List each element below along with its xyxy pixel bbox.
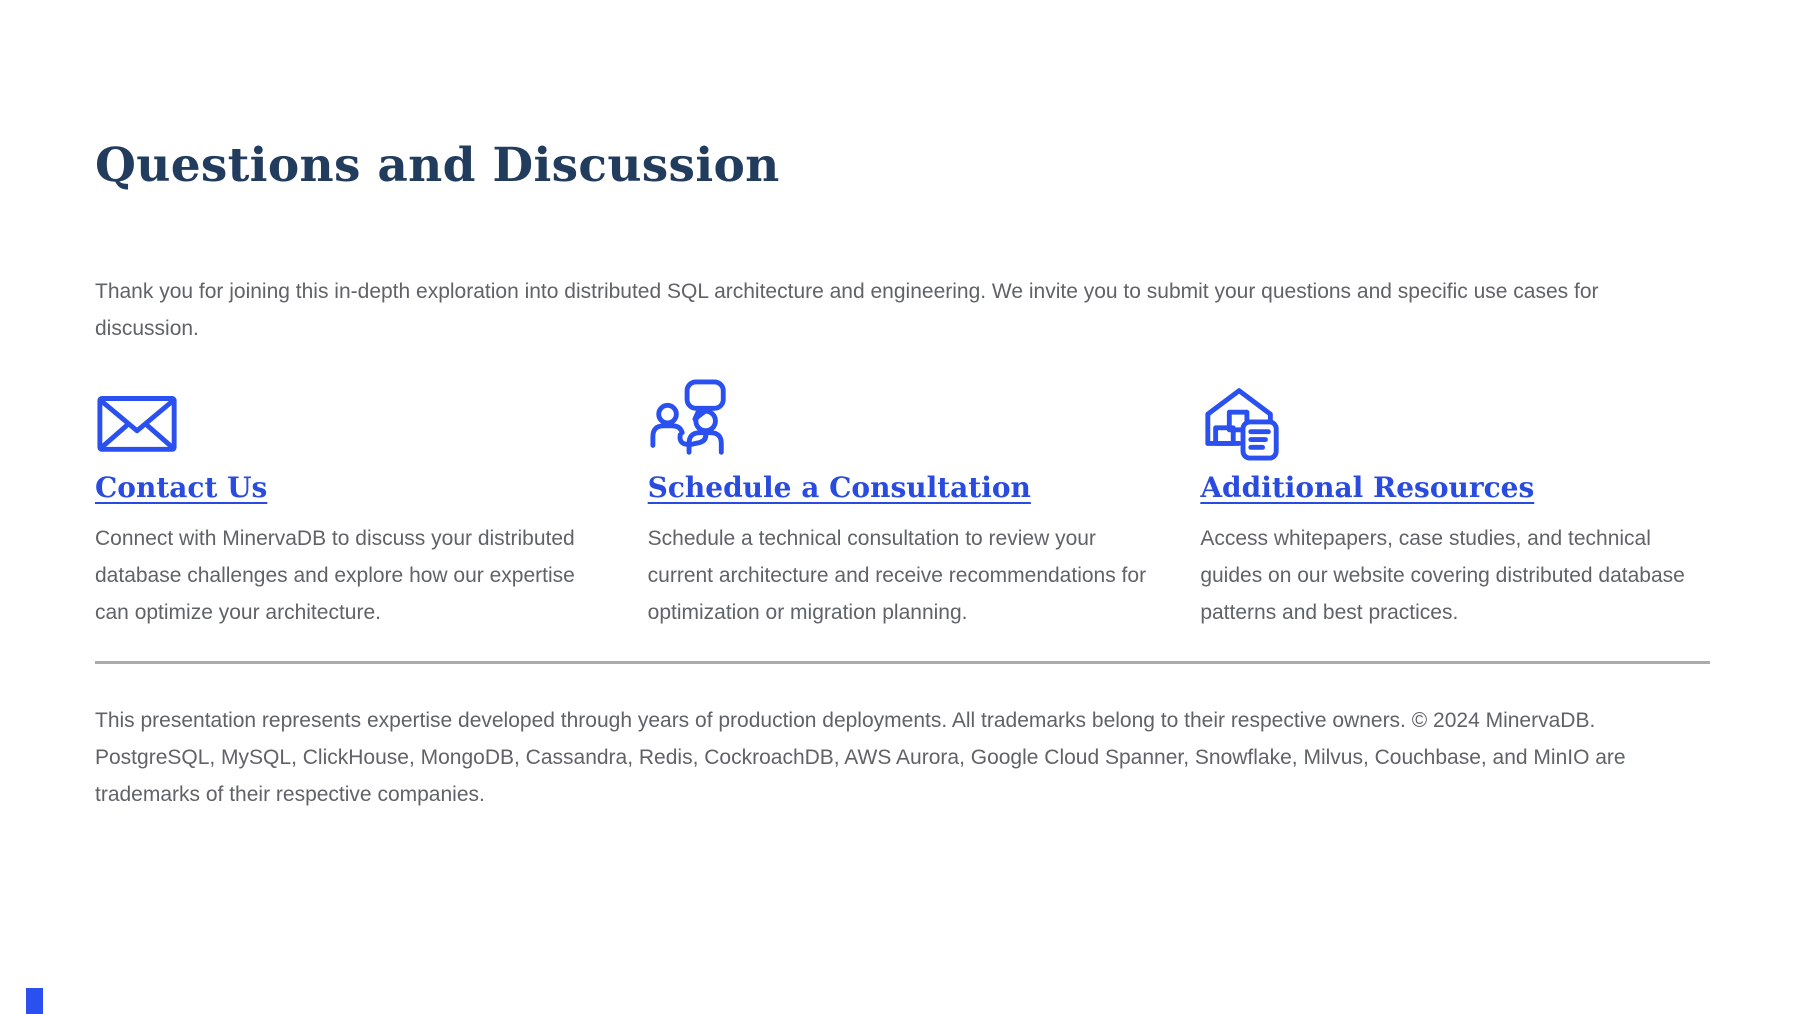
footer-trademark-text: This presentation represents expertise developed through years of production deployments. All trademarks belong to their respective owners. © 2024 MinervaDB. PostgreSQL, MySQL, ClickHouse, MongoDB, Cassandra, Redis, CockroachDB, AWS Aurora, Google Cloud Spanner, Snowflake, Milvus, Couchbase, and MinIO are trademarks of their respective companies.: [95, 709, 1626, 806]
column-schedule-consultation: [648, 371, 1153, 631]
contact-us-description: Connect with MinervaDB to discuss your distributed database challenges and explore how our expertise can optimize your architecture.: [95, 527, 575, 624]
info-columns: [95, 371, 1705, 631]
corner-accent-bar: [26, 988, 43, 1014]
intro-text: Thank you for joining this in-depth exploration into distributed SQL architecture and engineering. We invite you to submit your questions and specific use cases for discussion.: [95, 280, 1599, 340]
contact-us-link[interactable]: Contact Us: [95, 471, 268, 504]
envelope-icon: [95, 377, 181, 463]
schedule-consultation-link[interactable]: Schedule a Consultation: [647, 471, 1031, 504]
additional-resources-description: Access whitepapers, case studies, and technical guides on our website covering distributed database patterns and best practices.: [1200, 527, 1685, 624]
column-contact-us: [95, 371, 600, 631]
resources-icon: [1200, 377, 1286, 463]
schedule-consultation-description: Schedule a technical consultation to review your current architecture and receive recommendations for optimization or migration planning.: [647, 527, 1147, 624]
divider: [95, 661, 1710, 664]
additional-resources-link[interactable]: Additional Resources: [1200, 471, 1535, 504]
page-title: Questions and Discussion: [95, 138, 780, 193]
consultation-icon: [648, 377, 734, 463]
column-additional-resources: [1200, 371, 1705, 631]
